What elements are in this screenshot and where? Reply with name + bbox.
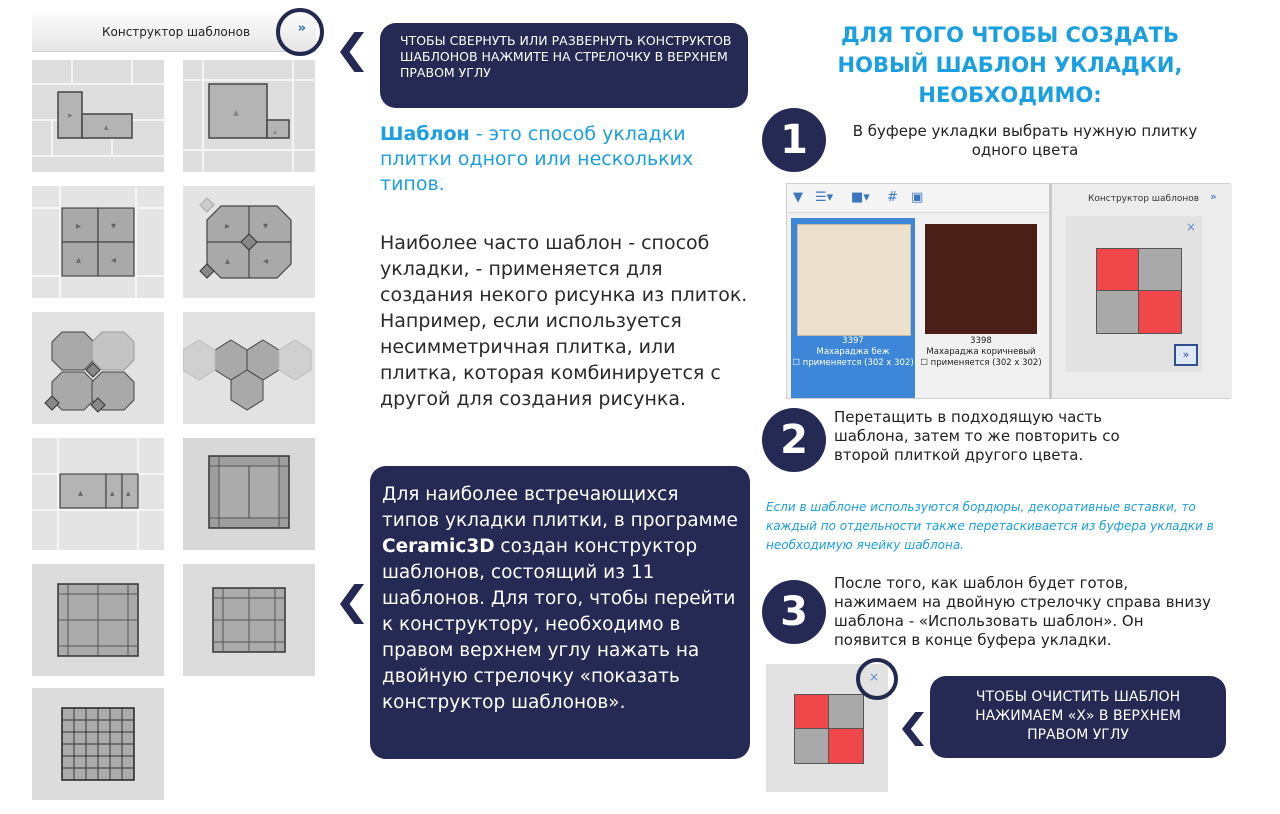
pane-expand-icon[interactable]: » xyxy=(1210,190,1217,203)
brand-name: Ceramic3D xyxy=(382,536,495,557)
svg-text:▾: ▾ xyxy=(111,221,117,232)
svg-text:▴: ▴ xyxy=(76,255,82,266)
constructor-info-callout xyxy=(370,466,750,759)
tile-caption-beige: 3397 Махараджа беж ☐ применяется (302 x 302) xyxy=(792,336,914,368)
step-1-text: В буфере укладки выбрать нужную плитку одного цвета xyxy=(852,122,1198,159)
template-tile-3[interactable] xyxy=(32,186,164,298)
step-1-badge: 1 xyxy=(762,108,826,172)
clear-hint-text: ЧТОБЫ ОЧИСТИТЬ ШАБЛОН НАЖИМАЕМ «Х» В ВЕРХНЕМ ПРАВОМ УГЛУ xyxy=(975,689,1181,743)
svg-text:▴: ▴ xyxy=(104,123,109,133)
tiling-buffer-screenshot xyxy=(786,183,1230,399)
svg-text:▴: ▴ xyxy=(110,489,115,499)
svg-text:▸: ▸ xyxy=(225,221,231,232)
template-definition xyxy=(380,122,755,197)
filter-icon[interactable]: ▼ xyxy=(793,190,803,205)
svg-text:▸: ▸ xyxy=(76,221,82,232)
explanation-paragraph: Наиболее часто шаблон - способ укладки, - применяется для создания некого рисунка из плиток. Например, если используется несимметричная плитка, или плитка, которая комбинируется с другой для создания рисунка. xyxy=(380,232,748,410)
definition-text: - это способ укладки плитки одного или нескольких типов. xyxy=(380,123,694,195)
panel-toggle-icon[interactable]: ▣ xyxy=(911,190,924,205)
highlight-circle xyxy=(276,8,324,56)
svg-text:▴: ▴ xyxy=(126,489,131,499)
preview-red-1 xyxy=(794,694,830,730)
svg-text:▴: ▴ xyxy=(78,488,84,499)
use-template-double-arrow-icon[interactable]: » xyxy=(1174,344,1198,366)
grid-icon[interactable]: # xyxy=(887,190,898,205)
heading-line-2: НОВЫЙ ШАБЛОН УКЛАДКИ, xyxy=(837,53,1183,77)
tile-caption-brown: 3398 Махараджа коричневый ☐ применяется (302 x 302) xyxy=(920,336,1042,368)
buffer-toolbar xyxy=(787,184,1049,213)
svg-text:▴: ▴ xyxy=(225,256,231,267)
sort-icon[interactable]: ☰▾ xyxy=(815,190,834,205)
step-2-badge: 2 xyxy=(762,408,826,472)
constructor-pane xyxy=(1049,184,1232,398)
collapse-hint-callout xyxy=(380,23,748,108)
constructor-panel-title: Конструктор шаблонов xyxy=(102,25,251,39)
template-tile-4[interactable] xyxy=(183,186,315,298)
preview-clear-x-icon[interactable]: × xyxy=(869,670,880,684)
clear-hint-callout xyxy=(930,676,1226,758)
template-tile-2[interactable] xyxy=(183,60,315,172)
svg-text:◂: ◂ xyxy=(111,255,117,266)
template-tile-5[interactable] xyxy=(32,312,164,424)
constructor-panel-header xyxy=(32,15,316,52)
tile-swatch-brown[interactable] xyxy=(925,224,1037,334)
svg-text:◂: ◂ xyxy=(263,256,269,267)
svg-text:▸: ▸ xyxy=(68,111,73,121)
template-tile-9[interactable] xyxy=(32,564,164,676)
definition-term: Шаблон xyxy=(380,123,470,145)
info-text-part2: создан конструктор шаблонов, состоящий из 11 шаблонов. Для того, чтобы перейти к конструктору, необходимо в правом верхнем углу нажать на двойную стрелочку «показать конструктор шаблонов». xyxy=(382,536,736,713)
clear-x-icon[interactable]: × xyxy=(1185,220,1196,234)
info-text-part1: Для наиболее встречающихся типов укладки плитки, в программе xyxy=(382,484,738,531)
steps-heading xyxy=(815,20,1205,110)
cell-red-1[interactable] xyxy=(1096,248,1140,292)
pointer-chevron-3 xyxy=(902,712,924,746)
template-tile-1[interactable] xyxy=(32,60,164,172)
pointer-chevron-2 xyxy=(340,584,364,624)
tile-swatch-beige[interactable] xyxy=(797,224,911,336)
step-3-badge: 3 xyxy=(762,580,826,644)
expand-double-arrow-icon[interactable]: » xyxy=(297,21,306,36)
template-tile-7[interactable] xyxy=(32,438,164,550)
cell-red-2[interactable] xyxy=(1138,290,1182,334)
border-note: Если в шаблоне используются бордюры, декоративные вставки, то каждый по отдельности также перетаскивается из буфера укладки в необходимую ячейку шаблона. xyxy=(766,500,1214,552)
heading-line-3: НЕОБХОДИМО: xyxy=(918,83,1102,107)
preview-red-2 xyxy=(828,728,864,764)
preview-gray-1 xyxy=(828,694,864,730)
collapse-hint-text: ЧТОБЫ СВЕРНУТЬ ИЛИ РАЗВЕРНУТЬ КОНСТРУКТОВ ШАБЛОНОВ НАЖМИТЕ НА СТРЕЛОЧКУ В ВЕРХНЕМ ПРАВОМ УГЛУ xyxy=(400,33,732,80)
svg-text:▴: ▴ xyxy=(273,127,278,136)
pane-template-grid xyxy=(1066,216,1202,372)
step-3-text: После того, как шаблон будет готов, нажимаем на двойную стрелочку справа внизу шаблона - «Использовать шаблон». Он появится в конце буфера укладки. xyxy=(834,574,1211,649)
svg-text:▾: ▾ xyxy=(263,221,269,232)
step-2-text: Перетащить в подходящую часть шаблона, затем то же повторить со второй плиткой другого цвета. xyxy=(834,408,1120,464)
preview-gray-2 xyxy=(794,728,830,764)
heading-line-1: ДЛЯ ТОГО ЧТОБЫ СОЗДАТЬ xyxy=(840,23,1180,47)
cell-gray-1[interactable] xyxy=(1138,248,1182,292)
template-tile-11[interactable] xyxy=(32,688,164,800)
cell-gray-2[interactable] xyxy=(1096,290,1140,334)
pointer-chevron xyxy=(340,32,364,72)
template-tile-8[interactable] xyxy=(183,438,315,550)
highlight-circle-x xyxy=(856,658,898,700)
view-icon[interactable]: ■▾ xyxy=(851,190,870,205)
pane-title: Конструктор шаблонов xyxy=(1088,194,1200,204)
svg-text:▴: ▴ xyxy=(233,105,240,119)
template-tile-6[interactable] xyxy=(183,312,315,424)
template-tile-10[interactable] xyxy=(183,564,315,676)
